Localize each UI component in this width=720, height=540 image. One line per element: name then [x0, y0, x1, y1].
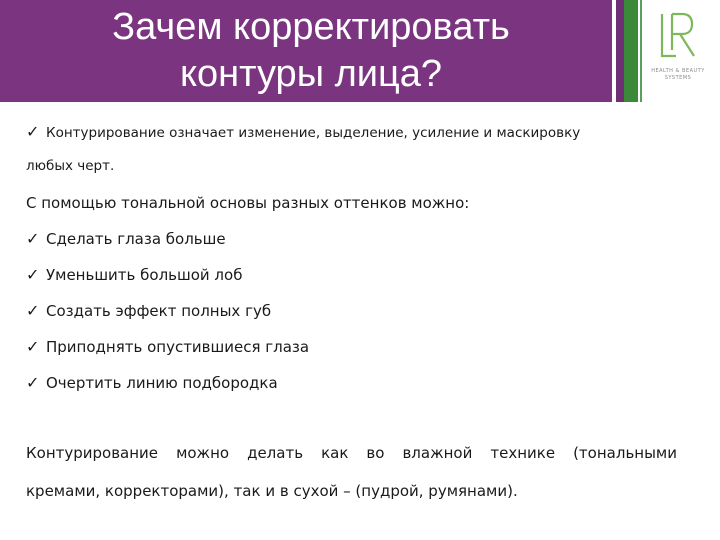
- green-stripe: [624, 0, 638, 102]
- list-item: [26, 301, 271, 320]
- slide-header: [0, 0, 720, 102]
- list-item: [26, 229, 226, 248]
- check-icon: ✓: [26, 301, 40, 320]
- slide-title-line-1: Зачем корректировать: [112, 6, 510, 48]
- subheading-text: С помощью тональной основы разных оттенков можно:: [26, 194, 470, 212]
- list-item: [26, 265, 242, 284]
- subheading: [26, 194, 469, 212]
- logo-tagline-2: SYSTEMS: [664, 75, 692, 81]
- lr-logo-icon: [656, 10, 700, 62]
- list-item-text: Сделать глаза больше: [46, 230, 226, 248]
- check-icon: ✓: [26, 229, 40, 248]
- intro-line-1: Контурирование означает изменение, выделение, усиление и маскировку: [46, 125, 581, 141]
- green-stripe-thin: [640, 0, 642, 102]
- slide-title: [21, 4, 591, 98]
- check-icon: ✓: [26, 265, 40, 284]
- intro-paragraph: [26, 122, 580, 141]
- brand-logo: [648, 10, 708, 94]
- list-item-text: Приподнять опустившиеся глаза: [46, 338, 310, 356]
- check-icon: ✓: [26, 122, 40, 141]
- purple-stripe: [616, 0, 624, 102]
- check-icon: ✓: [26, 373, 40, 392]
- intro-continuation: [26, 158, 114, 174]
- slide-title-line-2: контуры лица?: [179, 53, 442, 95]
- list-item: [26, 337, 309, 356]
- check-icon: ✓: [26, 337, 40, 356]
- outro-line-1: Контурирование можно делать как во влажной технике (тональными: [26, 444, 677, 462]
- logo-tagline-1: HEALTH & BEAUTY: [651, 68, 705, 74]
- outro-line-2-text: кремами, корректорами), так и в сухой – (пудрой, румянами).: [26, 482, 518, 500]
- list-item-text: Уменьшить большой лоб: [46, 266, 243, 284]
- title-band: [0, 0, 612, 102]
- list-item-text: Очертить линию подбородка: [46, 374, 278, 392]
- list-item-text: Создать эффект полных губ: [46, 302, 272, 320]
- intro-line-2: любых черт.: [26, 158, 115, 174]
- outro-line-2: [26, 482, 518, 500]
- list-item: [26, 373, 278, 392]
